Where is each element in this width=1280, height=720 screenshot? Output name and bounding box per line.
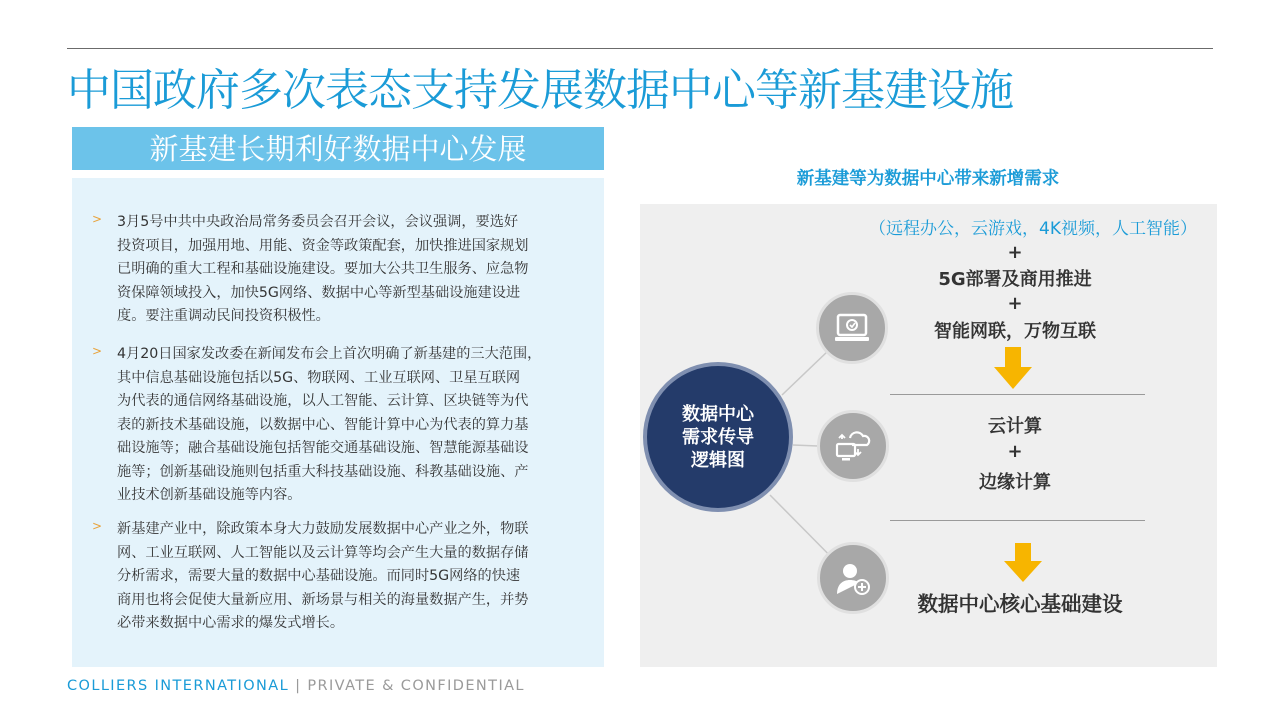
right-section-heading: 新基建等为数据中心带来新增需求 [796, 169, 1060, 189]
cloud-computing-text: 云计算 [988, 416, 1042, 437]
bullet-line: 业技术创新基础设施等内容。 [117, 487, 302, 503]
bullet-line: 施等；创新基础设施则包括重大科技基础设施、科教基础设施、产 [117, 463, 529, 480]
user-add-icon [835, 560, 871, 596]
bullet-line: 网、工业互联网、人工智能以及云计算等均会产生大量的数据存储 [117, 544, 529, 561]
connector-line-middle [793, 445, 818, 446]
bullet-marker: > [92, 212, 103, 226]
footer [67, 678, 525, 694]
arrow-down-icon [1003, 543, 1043, 583]
bullet-line: 4月20日国家发改委在新闻发布会上首次明确了新基建的三大范围， [117, 346, 542, 362]
bullet-line: 商用也将会促使大量新应用、新场景与相关的海量数据产生，并势 [117, 591, 529, 608]
footer-confidential: | PRIVATE & CONFIDENTIAL [289, 678, 525, 694]
center-label-line: 数据中心 [682, 403, 754, 425]
edge-computing-text: 边缘计算 [979, 472, 1051, 493]
cloud-computer-icon [834, 428, 872, 464]
bullet-line: 必带来数据中心需求的爆发式增长。 [117, 615, 345, 631]
divider-line [890, 520, 1145, 521]
core-infrastructure-text: 数据中心核心基础建设 [917, 592, 1123, 616]
bullet-marker: > [92, 344, 103, 358]
center-label-line: 需求传导 [682, 426, 754, 448]
plus-sign: + [1007, 242, 1023, 263]
demand-drivers-text: （远程办公，云游戏，4K视频，人工智能） [869, 219, 1197, 239]
plus-sign: + [1007, 293, 1023, 314]
iot-text: 智能网联，万物互联 [934, 321, 1096, 342]
5g-deployment-text: 5G部署及商用推进 [938, 269, 1092, 290]
bullet-line: 表的新技术基础设施，以数据中心、智能计算中心为代表的算力基 [117, 416, 529, 433]
bullet-line: 投资项目，加强用地、用能、资金等政策配套，加快推进国家规划 [117, 237, 529, 254]
divider-line [890, 394, 1145, 395]
bullet-line: 资保障领域投入，加快5G网络、数据中心等新型基础设施建设进 [117, 284, 521, 301]
arrow-down-icon [993, 347, 1033, 390]
plus-sign: + [1007, 441, 1023, 462]
bullet-line: 分析需求，需要大量的数据中心基础设施。而同时5G网络的快速 [117, 568, 521, 584]
center-label-line: 逻辑图 [691, 449, 745, 471]
bullet-line: 为代表的通信网络基础设施，以人工智能、云计算、区块链等为代 [117, 393, 529, 409]
footer-brand: COLLIERS INTERNATIONAL [67, 678, 290, 694]
bullet-line: 3月5号中共中央政治局常务委员会召开会议，会议强调，要选好 [117, 214, 519, 230]
bullet-line: 新基建产业中，除政策本身大力鼓励发展数据中心产业之外，物联 [117, 521, 529, 537]
bullet-line: 已明确的重大工程和基础设施建设。要加大公共卫生服务、应急物 [117, 261, 529, 277]
laptop-icon [835, 313, 869, 343]
bullet-line: 度。要注重调动民间投资积极性。 [117, 308, 330, 324]
bullet-line: 础设施等；融合基础设施包括智能交通基础设施、智慧能源基础设 [117, 440, 529, 456]
center-logic-circle [643, 362, 793, 512]
bullet-marker: > [92, 519, 103, 533]
bullet-line: 其中信息基础设施包括以5G、物联网、工业互联网、卫星互联网 [117, 369, 521, 386]
left-section-header: 新基建长期利好数据中心发展 [72, 127, 604, 170]
page-title: 中国政府多次表态支持发展数据中心等新基建设施 [67, 65, 1013, 116]
